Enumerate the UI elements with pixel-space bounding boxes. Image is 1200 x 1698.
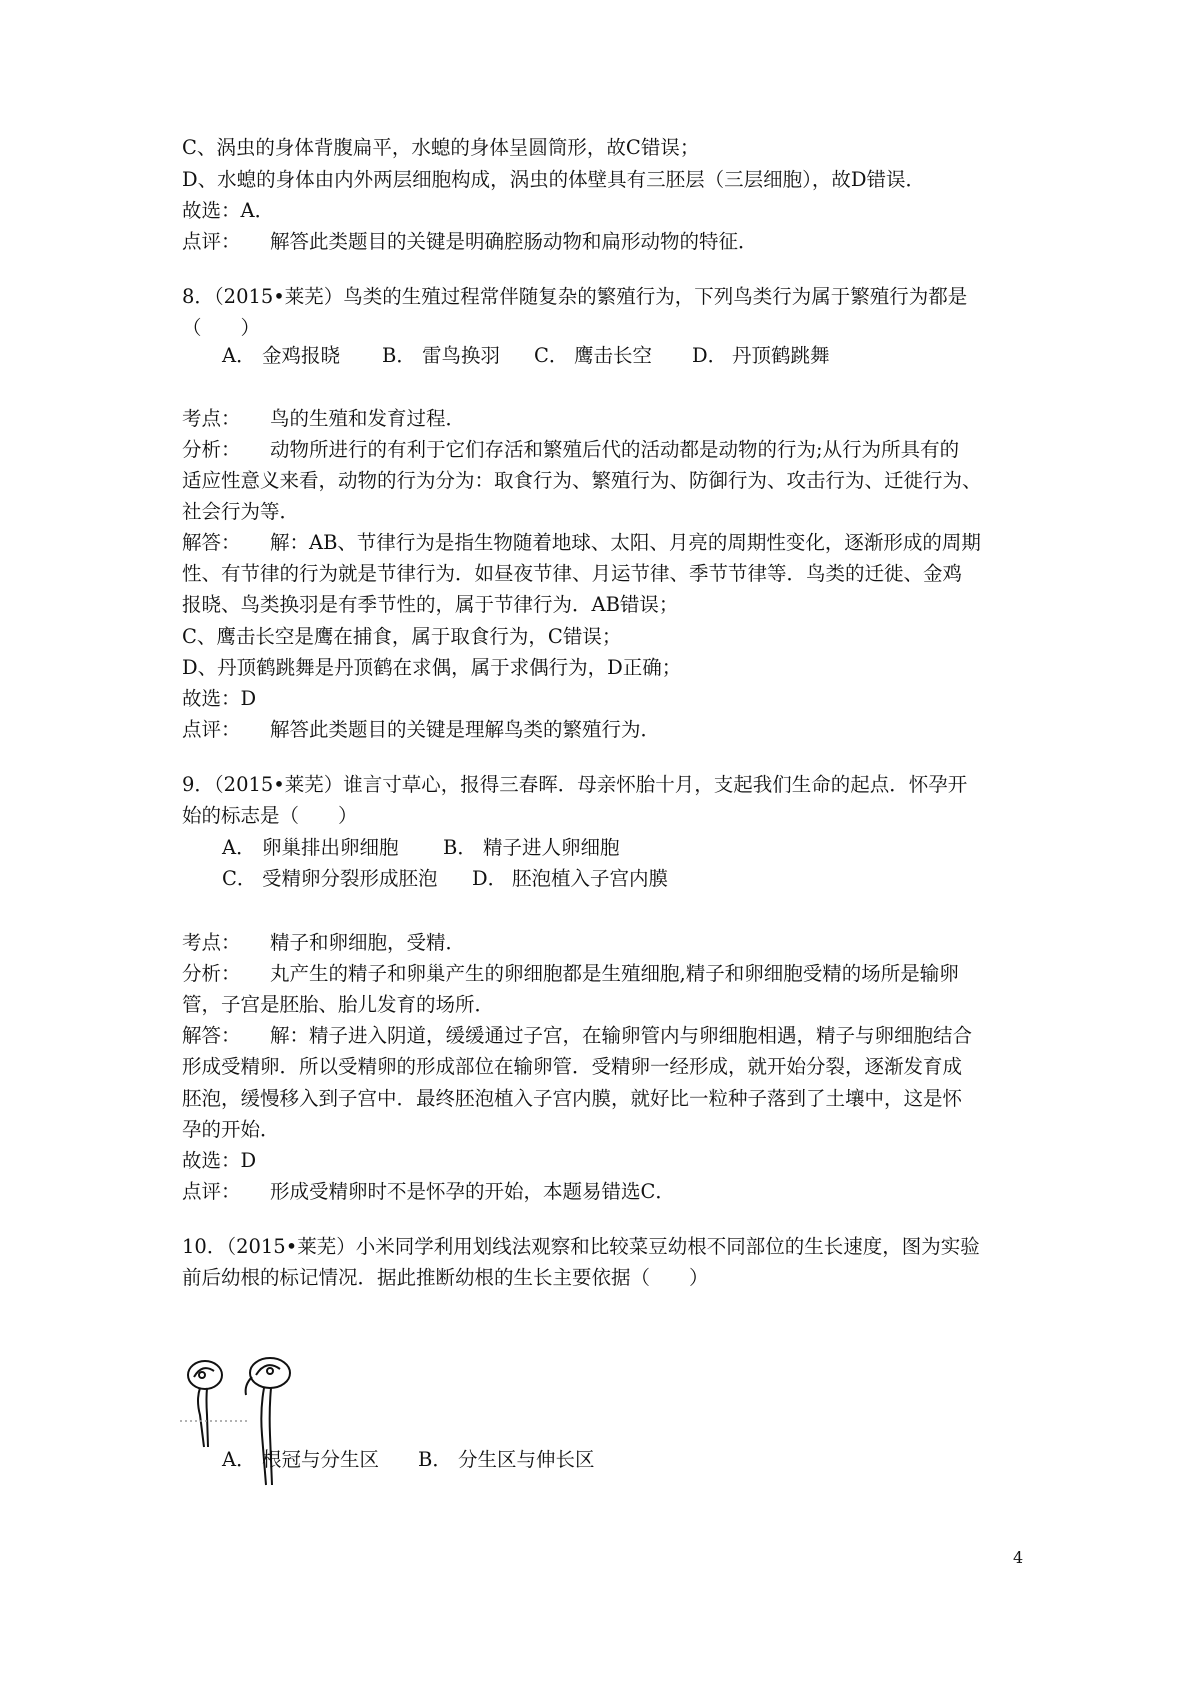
- q8-comment: 点评： 解答此类题目的关键是理解鸟类的繁殖行为．: [182, 718, 661, 741]
- point-label: 考点：: [182, 931, 241, 954]
- q9-stem: 9．（2015•莱芜）谁言寸草心，报得三春晖．母亲怀胎十月，支起我们生命的起点．怀孕开: [182, 773, 968, 796]
- comment-text: 解答此类题目的关键是明确腔肠动物和扁形动物的特征．: [270, 230, 758, 253]
- comment-label: 点评：: [182, 1180, 241, 1203]
- q9-point: 考点： 精子和卵细胞，受精．: [182, 931, 466, 954]
- q8-answer: 解答： 解：AB、节律行为是指生物随着地球、太阳、月亮的周期性变化，逐渐形成的周期: [182, 531, 981, 554]
- q8-answer-line4: C、鹰击长空是鹰在捕食，属于取食行为，C错误；: [182, 625, 622, 648]
- q8-option-c: C． 鹰击长空: [534, 344, 653, 367]
- q8-answer-line5: D、丹顶鹤跳舞是丹顶鹤在求偶，属于求偶行为，D正确；: [182, 656, 682, 679]
- q10-stem: 10．（2015•莱芜）小米同学利用划线法观察和比较菜豆幼根不同部位的生长速度，图为实验: [182, 1235, 980, 1258]
- q9-choice: 故选：D: [182, 1149, 257, 1172]
- q7-option-d-explanation: D、水螅的身体由内外两层细胞构成，涡虫的体壁具有三胚层（三层细胞），故D错误．: [182, 168, 926, 191]
- q10-option-a: A． 根冠与分生区: [222, 1448, 380, 1471]
- q10-stem-line2: 前后幼根的标记情况．据此推断幼根的生长主要依据（ ）: [182, 1266, 709, 1289]
- q8-point: 考点： 鸟的生殖和发育过程．: [182, 407, 466, 430]
- q8-option-d: D． 丹顶鹤跳舞: [692, 344, 830, 367]
- answer-label: 解答：: [182, 1024, 241, 1047]
- q9-analysis-line2: 管，子宫是胚胎、胎儿发育的场所．: [182, 993, 495, 1016]
- q9-option-c: C． 受精卵分裂形成胚泡: [222, 867, 438, 890]
- page-number: 4: [1013, 1548, 1024, 1567]
- q9-option-b: B． 精子进人卵细胞: [443, 836, 620, 859]
- q8-analysis-line3: 社会行为等．: [182, 500, 300, 523]
- q8-answer-line2: 性、有节律的行为就是节律行为．如昼夜节律、月运节律、季节节律等．鸟类的迁徙、金鸡: [182, 562, 963, 585]
- analysis-label: 分析：: [182, 962, 241, 985]
- q8-option-b: B． 雷鸟换羽: [382, 344, 501, 367]
- q9-answer: 解答： 解：精子进入阴道，缓缓通过子宫，在输卵管内与卵细胞相遇，精子与卵细胞结合: [182, 1024, 973, 1047]
- answer-label: 解答：: [182, 531, 241, 554]
- point-label: 考点：: [182, 407, 241, 430]
- q8-analysis-line2: 适应性意义来看，动物的行为分为：取食行为、繁殖行为、防御行为、攻击行为、迁徙行为、: [182, 469, 982, 492]
- q8-stem-bracket: （ ）: [182, 316, 261, 339]
- q8-answer-line3: 报晓、鸟类换羽是有季节性的，属于节律行为．AB错误；: [182, 593, 679, 616]
- q7-choice: 故选：A．: [182, 199, 275, 222]
- q8-analysis: 分析： 动物所进行的有利于它们存活和繁殖后代的活动都是动物的行为;从行为所具有的: [182, 438, 960, 461]
- analysis-label: 分析：: [182, 438, 241, 461]
- q10-option-b: B． 分生区与伸长区: [418, 1448, 595, 1471]
- q9-option-a: A． 卵巢排出卵细胞: [222, 836, 399, 859]
- seedling-root-figure: [180, 1355, 330, 1505]
- comment-label: 点评：: [182, 718, 241, 741]
- q9-option-d: D． 胚泡植入子宫内膜: [472, 867, 669, 890]
- seedling-before-icon: [188, 1361, 222, 1447]
- q9-options-row2: [222, 867, 668, 891]
- q9-analysis: 分析： 丸产生的精子和卵巢产生的卵细胞都是生殖细胞,精子和卵细胞受精的场所是输卵: [182, 962, 959, 985]
- q8-options: [222, 344, 830, 368]
- q9-options-row1: [222, 836, 620, 860]
- q9-answer-line4: 孕的开始．: [182, 1118, 280, 1141]
- q8-option-a: A． 金鸡报晓: [222, 344, 341, 367]
- q9-stem-line2: 始的标志是（ ）: [182, 804, 358, 827]
- q7-comment: [182, 230, 758, 254]
- q9-comment: 点评： 形成受精卵时不是怀孕的开始，本题易错选C．: [182, 1180, 675, 1203]
- q8-stem: 8．（2015•莱芜）鸟类的生殖过程常伴随复杂的繁殖行为，下列鸟类行为属于繁殖行为都是: [182, 285, 968, 308]
- q8-choice: 故选：D: [182, 687, 257, 710]
- q7-option-c-explanation: C、涡虫的身体背腹扁平，水螅的身体呈圆筒形，故C错误；: [182, 136, 700, 159]
- q10-options: [222, 1448, 595, 1472]
- q9-answer-line2: 形成受精卵．所以受精卵的形成部位在输卵管．受精卵一经形成，就开始分裂，逐渐发育成: [182, 1055, 963, 1078]
- q9-answer-line3: 胚泡，缓慢移入到子宫中．最终胚泡植入子宫内膜，就好比一粒种子落到了土壤中，这是怀: [182, 1087, 963, 1110]
- comment-label: 点评：: [182, 230, 241, 253]
